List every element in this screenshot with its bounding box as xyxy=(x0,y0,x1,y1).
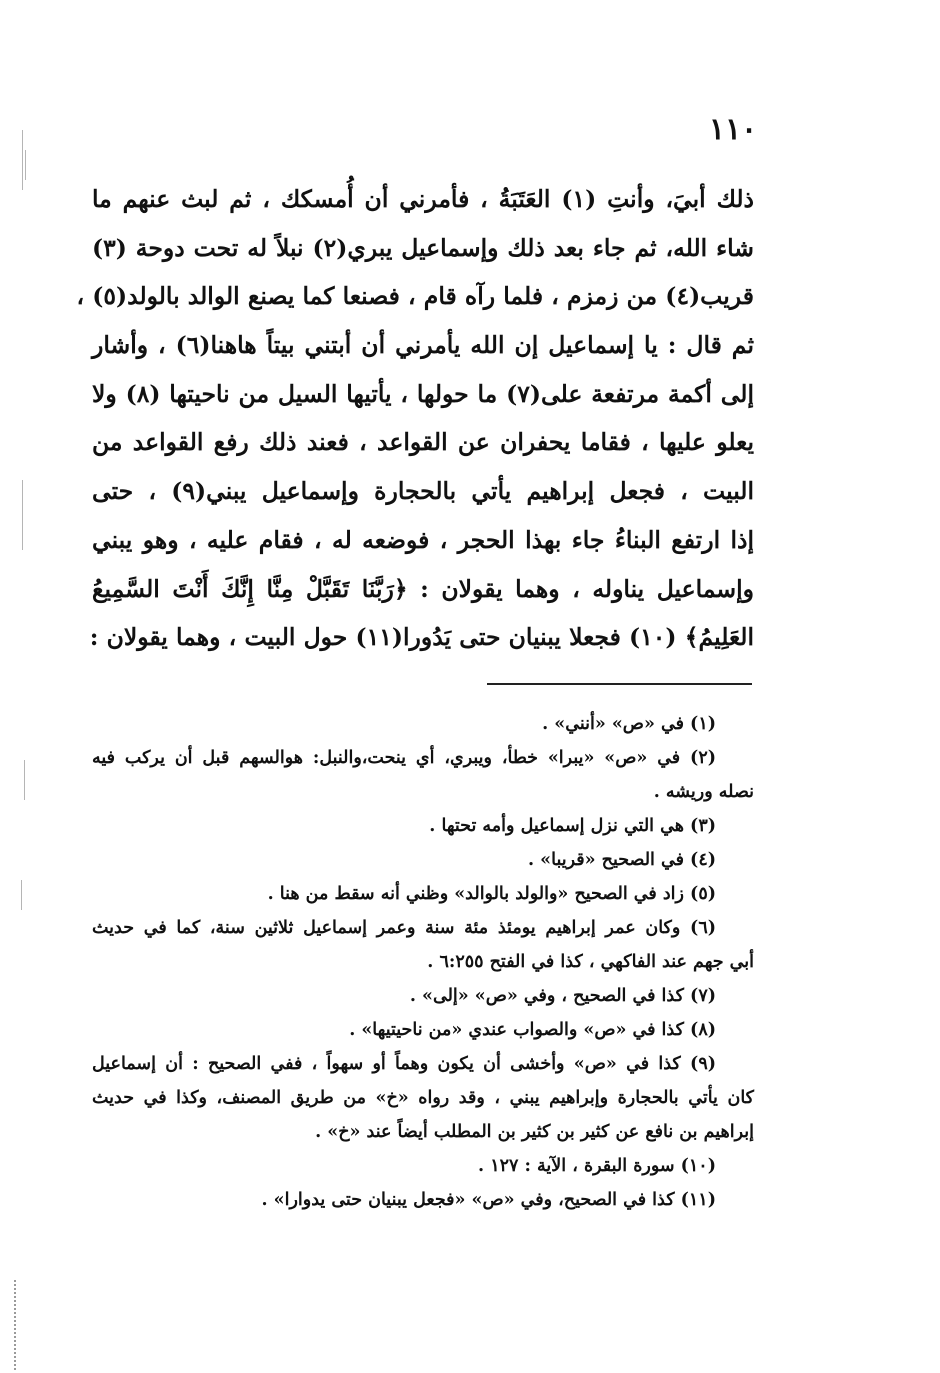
footnote-line: نصله وريشه . xyxy=(653,782,754,802)
footnote-line: (٢) في «ص» «يبرا» خطأ، ويبري، أي ينحت،والنبل: هوالسهم قبل أن يركب فيه xyxy=(92,748,716,768)
text-line: وإسماعيل يناوله ، وهما يقولان : ﴿رَبَّنَا تَقَبَّلْ مِنَّا إِنَّكَ أَنْتَ السَّمِيعُ xyxy=(92,574,754,603)
scan-edge-dots xyxy=(14,1280,16,1370)
text-line: ذلك أبيَ، وأنتِ (١) العَتَبَةُ ، فأمرني أن أُمسكك ، ثم لبث عنهم ما xyxy=(92,185,754,213)
text-line: إذا ارتفع البناءُ جاء بهذا الحجر ، فوضعه له ، فقام عليه ، وهو يبني xyxy=(92,525,754,554)
main-text-block xyxy=(76,175,754,662)
text-line: العَلِيمُ﴾ (١٠) فجعلا يبنيان حتى يَدُورا(١١) حول البيت ، وهما يقولان : xyxy=(89,623,754,652)
footnote-line: (٦) وكان عمر إبراهيم يومئذ مئة سنة وعمر إسماعيل ثلاثين سنة، كما في حديث xyxy=(92,918,716,938)
text-line: شاء الله، ثم جاء بعد ذلك وإسماعيل يبري(٢) نبلاً له تحت دوحة (٣) xyxy=(92,233,754,262)
footnote-separator xyxy=(487,683,752,685)
footnote-line: (١) في «ص» «أنني» . xyxy=(542,714,716,734)
scan-edge-line xyxy=(22,480,23,550)
footnote-line: (٥) زاد في الصحيح «والولد بالوالد» وظني أنه سقط من هنا . xyxy=(267,884,716,904)
footnote-line: (١١) كذا في الصحيح، وفي «ص» «فجعل يبنيان حتى يدوارا» . xyxy=(261,1190,716,1210)
footnote-line: أبي جهم عند الفاكهي ، كذا في الفتح ٦:٢٥٥ . xyxy=(427,952,754,972)
text-line: البيت ، فجعل إبراهيم يأتي بالحجارة وإسماعيل يبني(٩) ، حتى xyxy=(92,477,754,506)
text-line: قريب(٤) من زمزم ، فلما رآه قام ، فصنعا كما يصنع الوالد بالولد(٥) ، xyxy=(76,282,754,311)
footnote-line: (٧) كذا في الصحيح ، وفي «ص» «إلى» . xyxy=(409,986,716,1006)
text-line: يعلو عليها ، فقاما يحفران عن القواعد ، فعند ذلك رفع القواعد من xyxy=(92,428,754,457)
page-number: ١١٠ xyxy=(708,112,758,147)
footnote-line: (٤) في الصحيح «قريبا» . xyxy=(527,850,716,870)
footnote-line: (٣) هي التي نزل إسماعيل وأمه تحتها . xyxy=(429,816,716,836)
scan-edge-line xyxy=(21,880,22,910)
scan-edge-line xyxy=(24,760,25,800)
footnote-line: (٨) كذا في «ص» والصواب عندي «من ناحيتيها» . xyxy=(349,1020,716,1040)
scan-edge-line xyxy=(25,150,26,180)
footnote-line: (٩) كذا في «ص» وأخشى أن يكون وهماً أو سهواً ، ففي الصحيح : أن إسماعيل xyxy=(92,1054,716,1074)
footnote-line: إبراهيم بن نافع عن كثير بن كثير بن المطلب أيضاً عند «خ» . xyxy=(315,1122,754,1142)
scan-edge-line xyxy=(22,130,23,190)
footnotes-block xyxy=(92,707,754,1217)
footnote-line: كان يأتي بالحجارة وإبراهيم يبني ، وقد رواه «خ» من طريق المصنف، وكذا في حديث xyxy=(92,1088,754,1108)
text-line: إلى أكمة مرتفعة على(٧) ما حولها ، يأتيها السيل من ناحيتها (٨) ولا xyxy=(92,379,754,408)
text-line: ثم قال : يا إسماعيل إن الله يأمرني أن أبتني بيتاً هاهنا(٦) ، وأشار xyxy=(92,331,754,360)
footnote-line: (١٠) سورة البقرة ، الآية : ١٢٧ . xyxy=(478,1156,716,1176)
